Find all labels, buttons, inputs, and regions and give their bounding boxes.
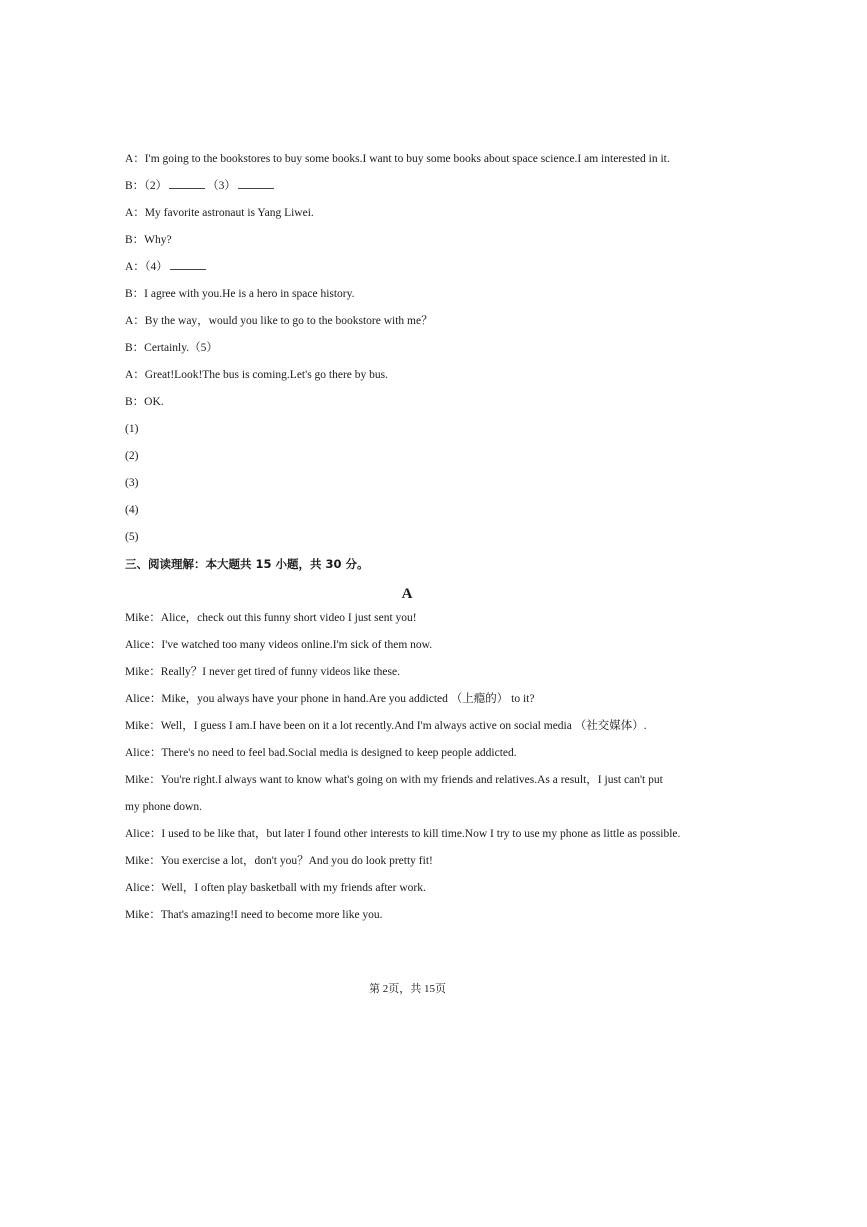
dialogue-line: A：I'm going to the bookstores to buy some books.I want to buy some books about space science.I am interested in it. xyxy=(125,153,670,165)
dialogue-line: B：OK. xyxy=(125,396,164,408)
dialogue-line: A：My favorite astronaut is Yang Liwei. xyxy=(125,207,314,219)
answer-slot: (3) xyxy=(125,477,139,489)
dialogue-mid: （3） xyxy=(207,180,236,192)
dialogue-line: B：Why? xyxy=(125,234,172,246)
passage-line: Mike：You exercise a lot，don't you？And you do look pretty fit! xyxy=(125,855,433,867)
dialogue-line-with-blanks xyxy=(125,258,705,285)
passage-line: Alice：I used to be like that，but later I found other interests to kill time.Now I try to use my phone as little as possible. xyxy=(125,828,681,840)
answer-blank xyxy=(169,178,205,189)
passage-title: A xyxy=(401,586,413,602)
answer-slot: (5) xyxy=(125,531,139,543)
passage-line: Mike：Really？I never get tired of funny videos like these. xyxy=(125,666,400,678)
answer-blank xyxy=(238,178,274,189)
dialogue-line: A：By the way，would you like to go to the bookstore with me？ xyxy=(125,315,433,327)
dialogue-line: B：I agree with you.He is a hero in space history. xyxy=(125,288,355,300)
page-footer: 第 2页，共 15页 xyxy=(369,983,446,995)
passage-line: Alice：I've watched too many videos online.I'm sick of them now. xyxy=(125,639,433,651)
passage-line: Alice：There's no need to feel bad.Social media is designed to keep people addicted. xyxy=(125,747,517,759)
answer-slot: (2) xyxy=(125,450,139,462)
passage-line: Mike：You're right.I always want to know what's going on with my friends and relatives.As a result，I just can't put xyxy=(125,774,663,786)
dialogue-line: A：Great!Look!The bus is coming.Let's go there by bus. xyxy=(125,369,389,381)
content-column xyxy=(125,150,705,933)
passage-line: Alice：Mike，you always have your phone in hand.Are you addicted （上瘾的） to it? xyxy=(125,693,535,705)
dialogue-prefix: B：（2） xyxy=(125,180,168,192)
answer-blank xyxy=(170,259,206,270)
passage-line: my phone down. xyxy=(125,801,202,813)
passage-line: Mike：Alice，check out this funny short video I just sent you! xyxy=(125,612,417,624)
answer-slot: (1) xyxy=(125,423,139,435)
passage-line: Mike：Well，I guess I am.I have been on it a lot recently.And I'm always active on social media （社交媒体）. xyxy=(125,720,647,732)
dialogue-prefix: A：（4） xyxy=(125,261,168,273)
passage-line: Alice：Well，I often play basketball with my friends after work. xyxy=(125,882,426,894)
answer-slot: (4) xyxy=(125,504,139,516)
section-heading: 三、阅读理解：本大题共 15 小题，共 30 分。 xyxy=(125,557,369,571)
passage-line: Mike：That's amazing!I need to become more like you. xyxy=(125,909,383,921)
dialogue-line: B：Certainly.（5） xyxy=(125,342,218,354)
dialogue-line-with-blanks xyxy=(125,177,705,204)
